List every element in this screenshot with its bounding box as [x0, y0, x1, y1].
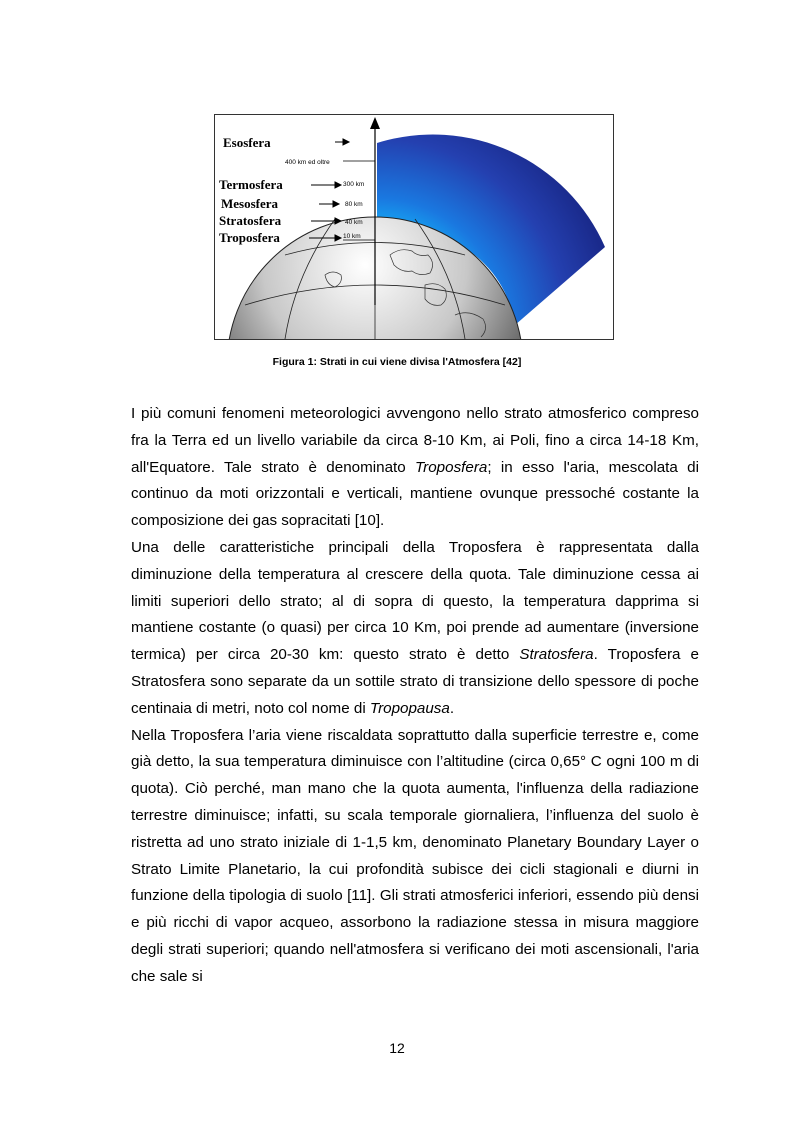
paragraph: Una delle caratteristiche principali della Troposfera è rappresentata dalla diminuzione della temperatura al crescere della quota. Tale diminuzione cessa ai limiti superiori dello strato; al di sopra di questo, la temperatura dapprima si mantiene costante (o quasi) per circa 10 Km, poi prende ad aumentare (inversione termica) per circa 20-30 km: questo strato è detto Stratosfera. Troposfera e Stratosfera sono separate da un sottile strato di transizione dello spessore di poche centinaia di metri, noto col nome di Tropopausa. [131, 538, 699, 717]
layer-label: Stratosfera [219, 213, 282, 228]
altitude-label: 10 km [343, 233, 361, 240]
paragraph: I più comuni fenomeni meteorologici avvengono nello strato atmosferico compreso fra la Terra ed un livello variabile da circa 8-10 Km, ai Poli, fino a circa 14-18 Km, all'Equatore. Tale strato è denominato Troposfera; in esso l'aria, mescolata di continuo da moti orizzontali e verticali, mantiene ovunque pressoché costante la composizione dei gas sopracitati [10]. [131, 405, 699, 530]
body-text [131, 401, 699, 991]
layer-label: Termosfera [219, 177, 283, 192]
altitude-label: 300 km [343, 181, 365, 188]
layer-label: Mesosfera [221, 196, 279, 211]
page-number: 12 [389, 1040, 405, 1056]
altitude-label: 400 km ed oltre [285, 159, 330, 166]
altitude-label: 40 km [345, 219, 363, 226]
figure-caption: Figura 1: Strati in cui viene divisa l'Atmosfera [42] [272, 356, 522, 368]
altitude-label: 80 km [345, 201, 363, 208]
layer-label: Troposfera [219, 230, 280, 245]
paragraph: Nella Troposfera l’aria viene riscaldata soprattutto dalla superficie terrestre e, come già detto, la sua temperatura diminuisce con l’altitudine (circa 0,65° C ogni 100 m di quota). Ciò perché, man mano che la quota aumenta, l'influenza della radiazione terrestre diminuisce; infatti, su scala temporale giornaliera, l’influenza del suolo è ristretta ad uno strato iniziale di 1-1,5 km, denominato Planetary Boundary Layer o Strato Limite Planetario, la cui profondità subisce dei cicli stagionali e diurni in funzione della tipologia di suolo [11]. Gli strati atmosferici inferiori, essendo più densi e più ricchi di vapor acqueo, assorbono la radiazione stessa in misura maggiore degli strati superiori; quando nell'atmosfera si verificano dei moti ascensionali, l'aria che sale si [131, 726, 699, 985]
atmosphere-layers-figure [214, 114, 614, 340]
layer-label: Esosfera [223, 135, 271, 150]
